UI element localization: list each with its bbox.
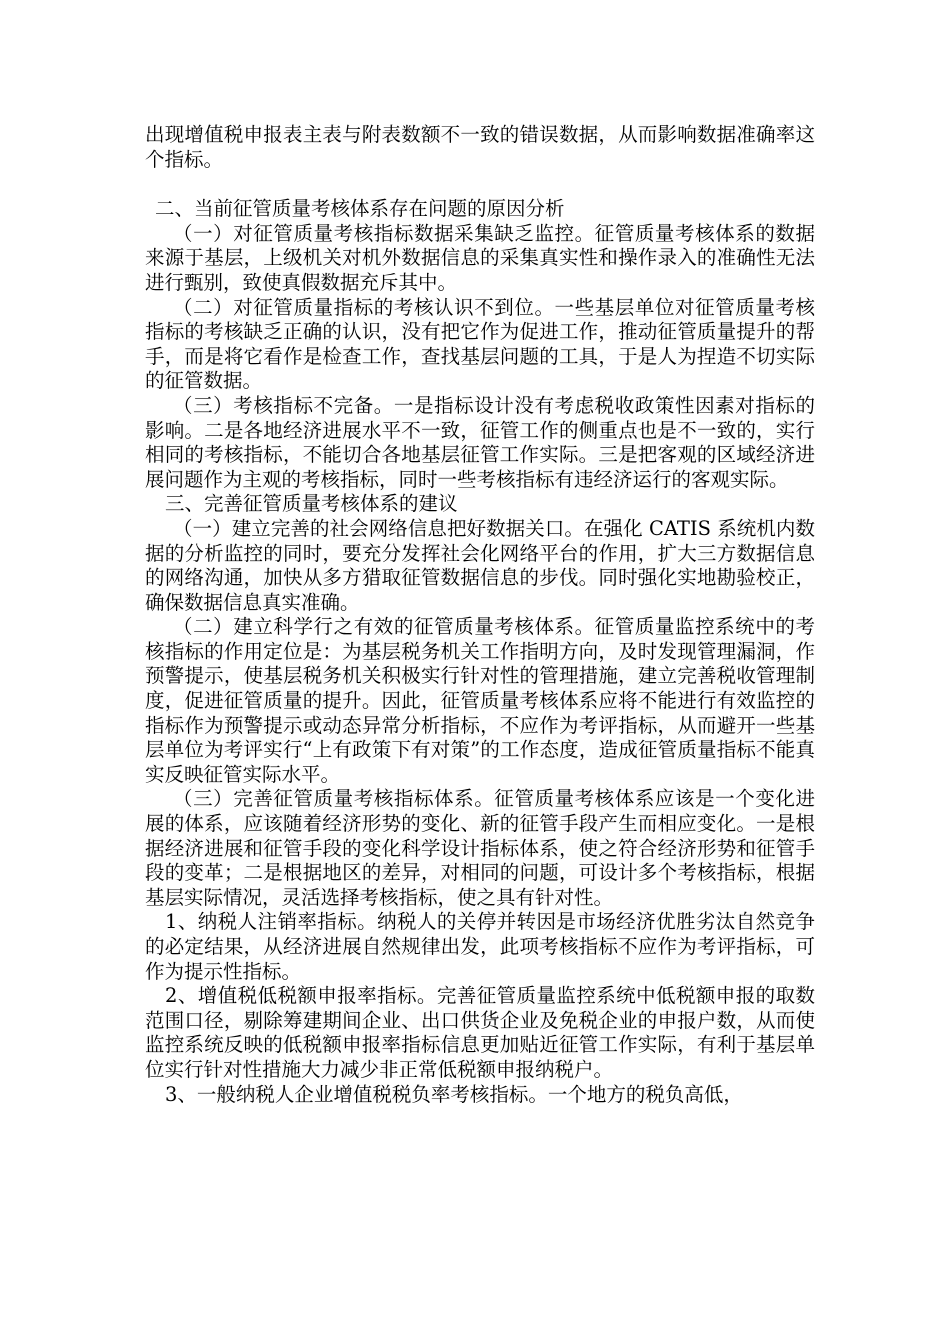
- section-heading-3: 三、完善征管质量考核体系的建议: [165, 492, 458, 516]
- list-item-2: 2、增值税低税额申报率指标。完善征管质量监控系统中低税额申报的取数范围口径，剔除筹建期间企业、出口供货企业及免税企业的申报户数，从而使监控系统反映的低税额申报率指标信息更加贴近征管工作实际，有利于基层单位实行针对性措施大力减少非正常低税额申报纳税户。: [145, 984, 815, 1081]
- paragraph-2-1: （一）对征管质量考核指标数据采集缺乏监控。征管质量考核体系的数据来源于基层，上级机关对机外数据信息的采集真实性和操作录入的准确性无法进行甄别，致使真假数据充斥其中。: [145, 221, 815, 294]
- paragraph-3-2: （二）建立科学行之有效的征管质量考核体系。征管质量监控系统中的考核指标的作用定位是：为基层税务机关工作指明方向，及时发现管理漏洞，作预警提示，使基层税务机关积极实行针对性的管理措施，建立完善税收管理制度，促进征管质量的提升。因此，征管质量考核体系应将不能进行有效监控的指标作为预警提示或动态异常分析指标，不应作为考评指标，从而避开一些基层单位为考评实行“上有政策下有对策”的工作态度，造成征管质量指标不能真实反映征管实际水平。: [145, 615, 815, 786]
- blank-line: [145, 172, 815, 197]
- paragraph-3-1: （一）建立完善的社会网络信息把好数据关口。在强化 CATIS 系统机内数据的分析监控的同时，要充分发挥社会化网络平台的作用，扩大三方数据信息的网络沟通，加快从多方猎取征管数据信息的步伐。同时强化实地勘验校正，确保数据信息真实准确。: [145, 516, 815, 614]
- paragraph-2-3: （三）考核指标不完备。一是指标设计没有考虑税收政策性因素对指标的影响。二是各地经济进展水平不一致，征管工作的侧重点也是不一致的，实行相同的考核指标，不能切合各地基层征管工作实际。三是把客观的区域经济进展问题作为主观的考核指标，同时一些考核指标有违经济运行的客观实际。: [145, 393, 815, 491]
- paragraph-3-3: （三）完善征管质量考核指标体系。征管质量考核体系应该是一个变化进展的体系，应该随着经济形势的变化、新的征管手段产生而相应变化。一是根据经济进展和征管手段的变化科学设计指标体系，使之符合经济形势和征管手段的变革；二是根据地区的差异，对相同的问题，可设计多个考核指标，根据基层实际情况，灵活选择考核指标，使之具有针对性。: [145, 787, 815, 909]
- section-heading-2: 二、当前征管质量考核体系存在问题的原因分析: [155, 197, 565, 221]
- list-item-3: 3、一般纳税人企业增值税税负率考核指标。一个地方的税负高低，: [165, 1082, 743, 1106]
- paragraph-continued: 出现增值税申报表主表与附表数额不一致的错误数据，从而影响数据准确率这个指标。: [145, 123, 815, 171]
- list-item-1: 1、纳税人注销率指标。纳税人的关停并转因是市场经济优胜劣汰自然竞争的必定结果，从经济进展自然规律出发，此项考核指标不应作为考评指标，可作为提示性指标。: [145, 910, 815, 983]
- document-page: [145, 123, 815, 1107]
- paragraph-2-2: （二）对征管质量指标的考核认识不到位。一些基层单位对征管质量考核指标的考核缺乏正确的认识，没有把它作为促进工作，推动征管质量提升的帮手，而是将它看作是检查工作，查找基层问题的工具，于是人为捏造不切实际的征管数据。: [145, 295, 815, 393]
